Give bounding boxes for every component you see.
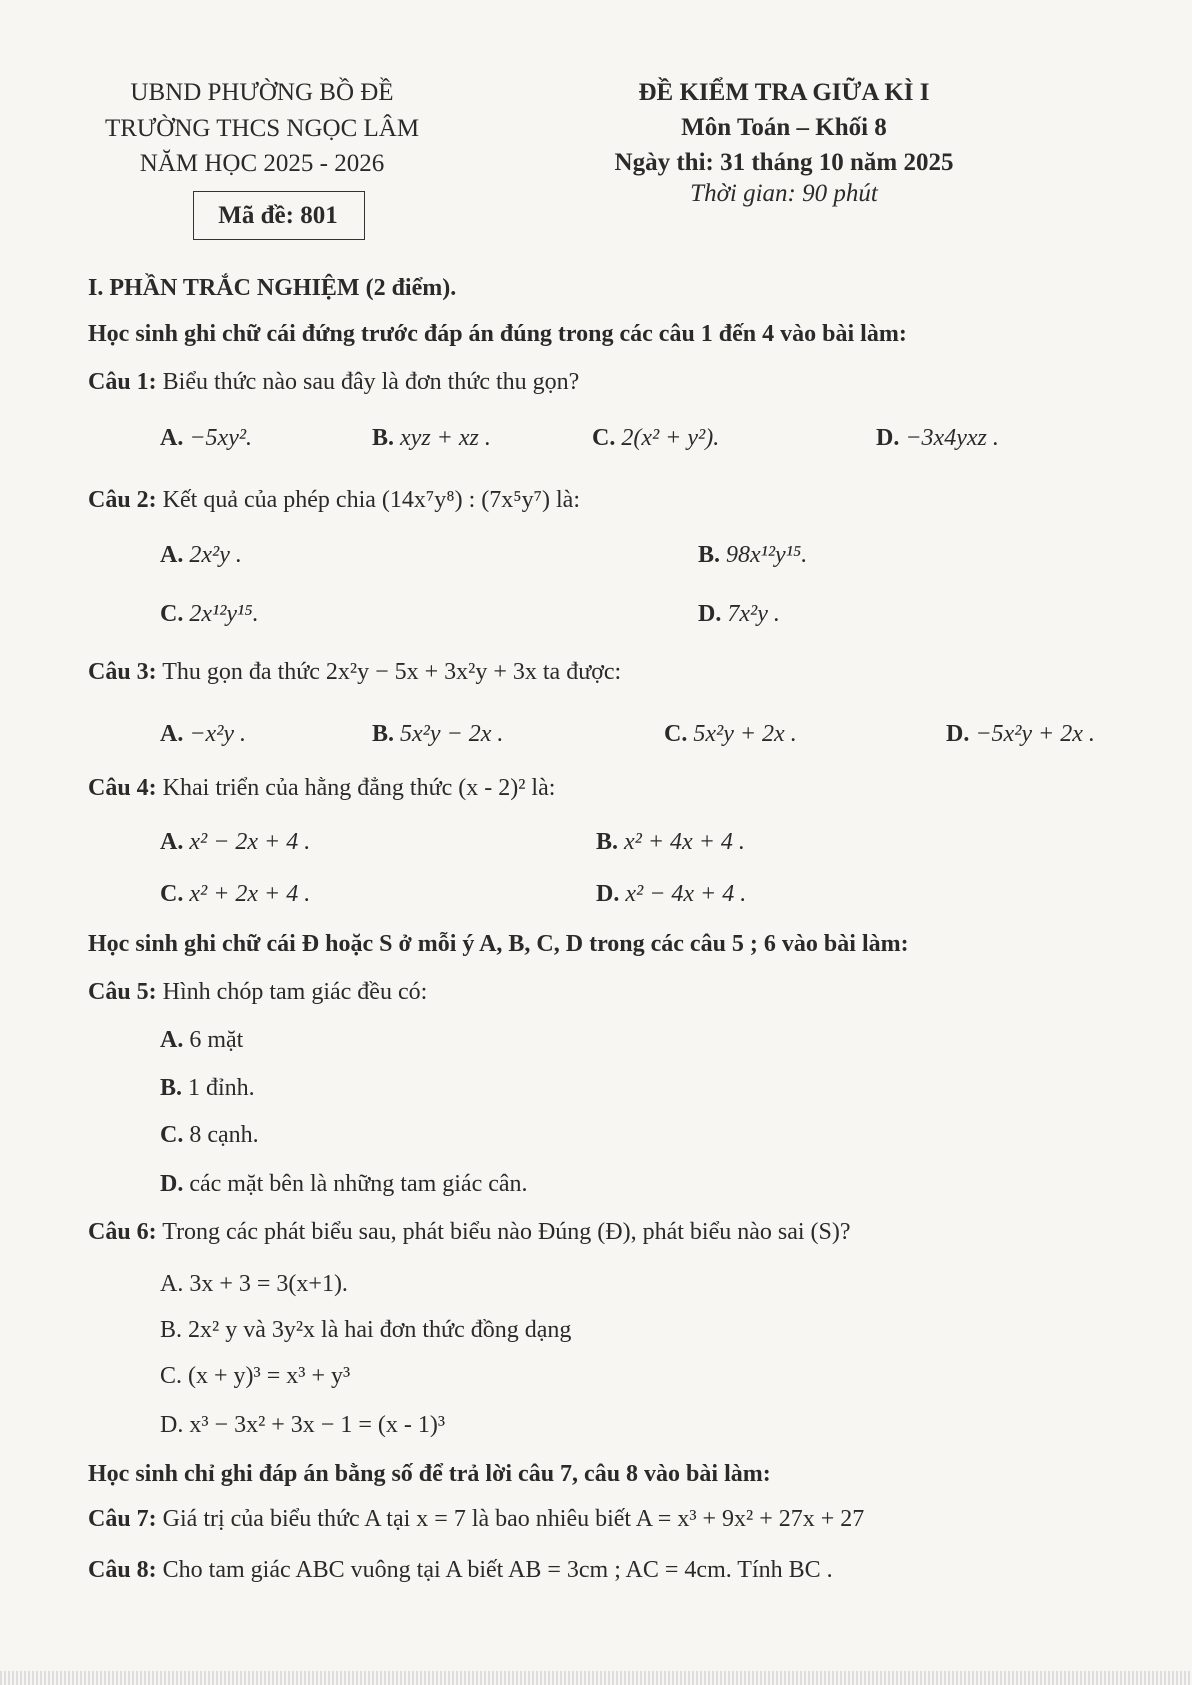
option-a: [160, 722, 246, 746]
option-text: x³ − 3x² + 3x − 1 = (x - 1)³: [189, 1412, 446, 1438]
question-8: [88, 1558, 833, 1582]
question-label: Câu 2:: [88, 487, 157, 513]
instruction-2: Học sinh ghi chữ cái Đ hoặc S ở mỗi ý A, B, C, D trong các câu 5 ; 6 vào bài làm:: [88, 931, 909, 957]
option-label: C.: [160, 601, 184, 627]
option-text: 98x¹²y¹⁵.: [726, 542, 808, 568]
option-text: (x + y)³ = x³ + y³: [188, 1363, 351, 1389]
option-text: các mặt bên là những tam giác cân.: [189, 1171, 528, 1197]
question-7: [88, 1507, 864, 1531]
option-text: 8 cạnh.: [189, 1122, 259, 1148]
option-c: [592, 426, 719, 450]
question-label: Câu 6:: [88, 1219, 157, 1245]
option-label: C.: [160, 1363, 183, 1389]
question-label: Câu 8:: [88, 1557, 157, 1583]
option-b: [698, 543, 807, 567]
question-3: [88, 660, 621, 684]
option-text: −5x²y + 2x .: [975, 721, 1095, 747]
option-text: −5xy².: [189, 425, 253, 451]
option-text: 5x²y + 2x .: [693, 721, 797, 747]
header-authority: UBND PHƯỜNG BỒ ĐỀ: [130, 79, 394, 106]
question-text: Hình chóp tam giác đều có:: [162, 979, 428, 1005]
question-label: Câu 4:: [88, 775, 157, 801]
option-label: B.: [160, 1075, 183, 1101]
option-label: D.: [160, 1412, 184, 1438]
option-label: C.: [664, 721, 688, 747]
question-text: Kết quả của phép chia (14x⁷y⁸) : (7x⁵y⁷) là:: [162, 487, 580, 513]
option-c: [664, 722, 797, 746]
option-text: 5x²y − 2x .: [400, 721, 504, 747]
option-label: B.: [698, 542, 721, 568]
option-b: [596, 830, 745, 854]
option-label: D.: [876, 425, 900, 451]
option-text: xyz + xz .: [400, 425, 491, 451]
instruction-3: Học sinh chỉ ghi đáp án bằng số để trả lời câu 7, câu 8 vào bài làm:: [88, 1461, 771, 1487]
question-6: [88, 1220, 851, 1244]
exam-date: Ngày thi: 31 tháng 10 năm 2025: [614, 149, 954, 176]
exam-code: Mã đề: 801: [218, 202, 338, 229]
option-label: D.: [946, 721, 970, 747]
option-text: 7x²y .: [727, 601, 780, 627]
option-text: x² + 2x + 4 .: [189, 881, 311, 907]
option-text: 3x + 3 = 3(x+1).: [189, 1271, 348, 1297]
option-label: C.: [160, 1122, 184, 1148]
option-label: A.: [160, 721, 184, 747]
option-label: C.: [592, 425, 616, 451]
question-label: Câu 3:: [88, 659, 157, 685]
question-label: Câu 1:: [88, 369, 157, 395]
option-label: A.: [160, 425, 184, 451]
exam-title: ĐỀ KIỂM TRA GIỮA KÌ I: [638, 79, 930, 106]
question-5: [88, 980, 427, 1004]
option-text: −x²y .: [189, 721, 247, 747]
question-text: Trong các phát biểu sau, phát biểu nào Đúng (Đ), phát biểu nào sai (S)?: [162, 1219, 851, 1245]
option-a: [160, 426, 252, 450]
question-2: [88, 488, 580, 512]
option-c: [160, 1123, 259, 1147]
option-label: A.: [160, 542, 184, 568]
option-label: B.: [596, 829, 619, 855]
option-text: 6 mặt: [189, 1027, 244, 1053]
option-d: [160, 1413, 445, 1437]
option-label: B.: [372, 425, 395, 451]
option-label: D.: [596, 881, 620, 907]
option-b: [372, 426, 491, 450]
section-title: I. PHẦN TRẮC NGHIỆM (2 điểm).: [88, 275, 457, 301]
option-d: [160, 1172, 528, 1196]
option-a: [160, 830, 310, 854]
option-label: B.: [160, 1317, 183, 1343]
option-label: A.: [160, 1271, 184, 1297]
option-text: x² + 4x + 4 .: [624, 829, 745, 855]
option-a: [160, 1272, 348, 1296]
option-b: [160, 1076, 255, 1100]
option-b: [372, 722, 503, 746]
option-text: x² − 2x + 4 .: [189, 829, 311, 855]
option-a: [160, 543, 242, 567]
option-label: A.: [160, 829, 184, 855]
question-4: [88, 776, 555, 800]
option-a: [160, 1028, 243, 1052]
option-text: 2x² y và 3y²x là hai đơn thức đồng dạng: [188, 1317, 572, 1343]
option-text: 1 đỉnh.: [188, 1075, 255, 1101]
question-label: Câu 7:: [88, 1506, 157, 1532]
question-text: Cho tam giác ABC vuông tại A biết AB = 3cm ; AC = 4cm. Tính BC .: [162, 1557, 833, 1583]
option-b: [160, 1318, 571, 1342]
option-d: [596, 882, 746, 906]
option-text: 2x²y .: [189, 542, 242, 568]
option-d: [876, 426, 999, 450]
option-c: [160, 1364, 350, 1388]
question-text: Biểu thức nào sau đây là đơn thức thu gọn?: [162, 369, 580, 395]
exam-subject: Môn Toán – Khối 8: [681, 114, 887, 141]
option-d: [698, 602, 780, 626]
option-c: [160, 602, 259, 626]
option-text: 2x¹²y¹⁵.: [189, 601, 259, 627]
option-label: A.: [160, 1027, 184, 1053]
scan-edge: [0, 1671, 1192, 1685]
option-text: x² − 4x + 4 .: [625, 881, 747, 907]
option-label: B.: [372, 721, 395, 747]
header-year: NĂM HỌC 2025 - 2026: [139, 150, 385, 177]
option-text: −3x4yxz .: [905, 425, 999, 451]
option-label: C.: [160, 881, 184, 907]
option-text: 2(x² + y²).: [621, 425, 720, 451]
instruction-1: Học sinh ghi chữ cái đứng trước đáp án đúng trong các câu 1 đến 4 vào bài làm:: [88, 321, 907, 347]
question-text: Thu gọn đa thức 2x²y − 5x + 3x²y + 3x ta được:: [162, 659, 622, 685]
option-c: [160, 882, 310, 906]
option-d: [946, 722, 1095, 746]
question-label: Câu 5:: [88, 979, 157, 1005]
question-text: Giá trị của biểu thức A tại x = 7 là bao nhiêu biết A = x³ + 9x² + 27x + 27: [162, 1506, 865, 1532]
question-text: Khai triển của hằng đẳng thức (x - 2)² là:: [162, 775, 556, 801]
header-school: TRƯỜNG THCS NGỌC LÂM: [104, 115, 420, 142]
option-label: D.: [160, 1171, 184, 1197]
option-label: D.: [698, 601, 722, 627]
question-1: [88, 370, 579, 394]
exam-duration: Thời gian: 90 phút: [690, 180, 878, 207]
